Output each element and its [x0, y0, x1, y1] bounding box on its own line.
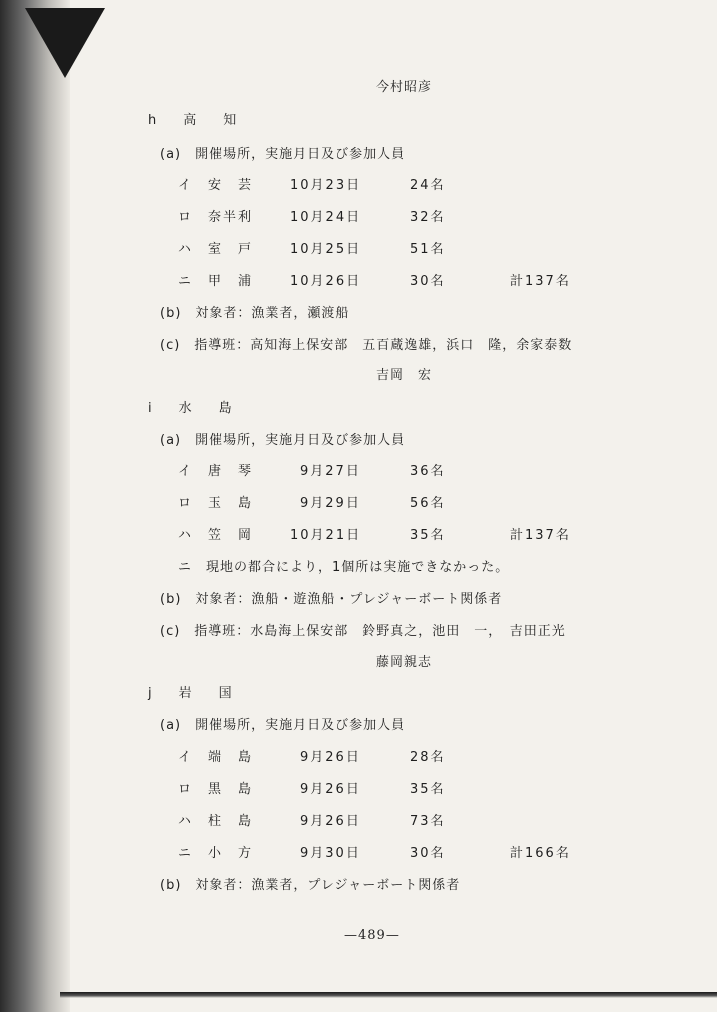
row-count: 24名 [410, 178, 446, 193]
row-date: 9月30日 [300, 846, 361, 861]
table-row [0, 496, 717, 512]
row-mark: ニ [178, 846, 194, 861]
row-date: 10月21日 [290, 528, 362, 543]
section-a-title: (a) 開催場所，実施月日及び参加人員 [160, 433, 406, 448]
section-b-line: (b) 対象者：漁業者，プレジャーボート関係者 [160, 878, 461, 893]
row-date: 10月25日 [290, 242, 362, 257]
row-place: 柱 島 [208, 814, 254, 829]
table-row [0, 782, 717, 798]
row-place: 室 戸 [208, 242, 254, 257]
row-date: 10月24日 [290, 210, 362, 225]
row-place: 唐 琴 [208, 464, 254, 479]
row-place: 安 芸 [208, 178, 254, 193]
table-row [0, 750, 717, 766]
row-count: 30名 [410, 846, 446, 861]
section-c-continuation: 吉岡 宏 [376, 368, 433, 383]
row-place: 笠 岡 [208, 528, 254, 543]
section-c-line: (c) 指導班：水島海上保安部 鈴野真之，池田 一， 吉田正光 [160, 624, 566, 639]
row-count: 32名 [410, 210, 446, 225]
row-mark: イ [178, 464, 194, 479]
page-bottom-edge [60, 992, 717, 998]
row-place: 小 方 [208, 846, 254, 861]
section-a-title: (a) 開催場所，実施月日及び参加人員 [160, 147, 406, 162]
table-row [0, 242, 717, 258]
row-mark: ロ [178, 210, 194, 225]
row-total: 計137名 [510, 528, 571, 543]
row-mark: ハ [178, 814, 194, 829]
row-count: 30名 [410, 274, 446, 289]
row-mark: ハ [178, 242, 194, 257]
row-mark: ロ [178, 496, 194, 511]
section-a-title: (a) 開催場所，実施月日及び参加人員 [160, 718, 406, 733]
row-place: 玉 島 [208, 496, 254, 511]
row-total: 計137名 [510, 274, 571, 289]
row-count: 36名 [410, 464, 446, 479]
row-mark: ハ [178, 528, 194, 543]
section-b-line: (b) 対象者：漁業者，瀬渡船 [160, 306, 350, 321]
section-c-continuation: 藤岡親志 [376, 655, 433, 670]
header-name: 今村昭彦 [376, 80, 433, 95]
section-heading: j 岩 国 [148, 686, 239, 701]
row-place: 黒 島 [208, 782, 254, 797]
row-mark: イ [178, 178, 194, 193]
page-number: —489— [344, 928, 400, 943]
row-total: 計166名 [510, 846, 571, 861]
row-date: 9月26日 [300, 782, 361, 797]
table-row [0, 464, 717, 480]
row-date: 10月23日 [290, 178, 362, 193]
row-mark: ロ [178, 782, 194, 797]
row-place: 奈半利 [208, 210, 254, 225]
section-heading: i 水 島 [148, 401, 239, 416]
section-note: ニ 現地の都合により，1個所は実施できなかった。 [178, 560, 510, 575]
row-count: 51名 [410, 242, 446, 257]
table-row [0, 210, 717, 226]
table-row [0, 274, 717, 290]
table-row [0, 178, 717, 194]
row-count: 35名 [410, 782, 446, 797]
row-count: 28名 [410, 750, 446, 765]
binding-mark [25, 8, 105, 78]
row-mark: イ [178, 750, 194, 765]
section-c-line: (c) 指導班：高知海上保安部 五百蔵逸雄，浜口 隆，余家泰数 [160, 338, 573, 353]
row-date: 9月26日 [300, 814, 361, 829]
table-row [0, 528, 717, 544]
row-date: 9月29日 [300, 496, 361, 511]
row-count: 73名 [410, 814, 446, 829]
row-place: 甲 浦 [208, 274, 254, 289]
section-b-line: (b) 対象者：漁船・遊漁船・プレジャーボート関係者 [160, 592, 503, 607]
row-count: 56名 [410, 496, 446, 511]
row-count: 35名 [410, 528, 446, 543]
table-row [0, 846, 717, 862]
row-place: 端 島 [208, 750, 254, 765]
section-heading: h 高 知 [148, 113, 244, 128]
table-row [0, 814, 717, 830]
row-date: 9月26日 [300, 750, 361, 765]
row-mark: ニ [178, 274, 194, 289]
row-date: 9月27日 [300, 464, 361, 479]
row-date: 10月26日 [290, 274, 362, 289]
